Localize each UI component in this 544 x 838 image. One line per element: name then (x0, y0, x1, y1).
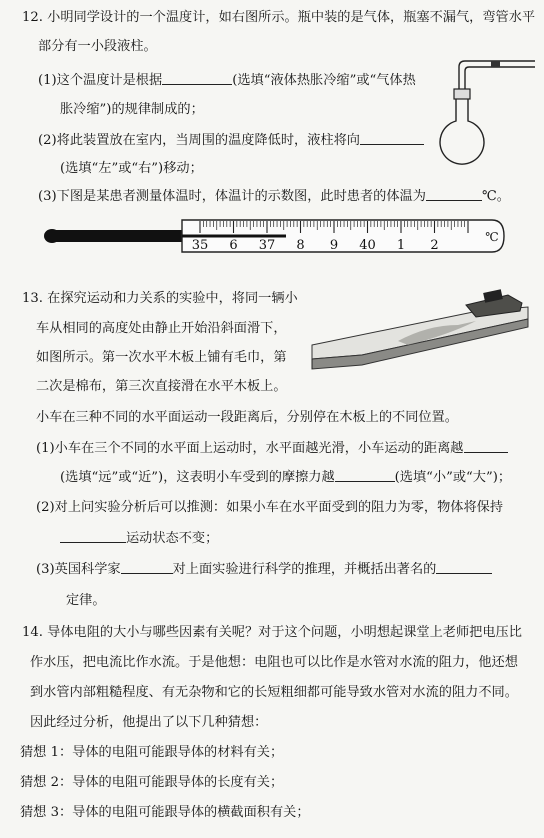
q13-part1-blank2[interactable] (335, 469, 395, 482)
thermometer-scale-label: 9 (329, 238, 339, 253)
thermometer-scale-label: 8 (296, 238, 305, 253)
q13-part1-text-a: (1)小车在三个不同的水平面上运动时，水平面越光滑，小车运动的距离越 (36, 441, 464, 456)
q13-part1-cont (60, 469, 511, 487)
q13-part3-cont: 定律。 (66, 593, 106, 608)
q14-guess2: 猜想 2：导体的电阻可能跟导体的长度有关； (20, 775, 284, 790)
q13-stem-line4: 二次是棉布，第三次直接滑在水平木板上。 (36, 379, 287, 394)
q13-stem-line5: 小车在三种不同的水平面运动一段距离后，分别停在木板上的不同位置。 (36, 410, 458, 425)
q13-part1-text-c: (选填“小”或“大”)； (394, 470, 512, 485)
q12-part2-cont: (选填“左”或“右”)移动； (60, 161, 203, 176)
bottle-stopper (454, 89, 470, 99)
q13-part3-text-b: 对上面实验进行科学的推理，并概括出著名的 (172, 562, 437, 577)
q13-stem-line2: 车从相同的高度处由静止开始沿斜面滑下， (36, 321, 287, 336)
q12-stem-line2: 部分有一小段液柱。 (38, 39, 157, 54)
q12-part1-blank[interactable] (162, 72, 232, 85)
q13-part1 (36, 440, 508, 458)
q12-part1 (38, 72, 416, 90)
q12-stem-line1: 12. 小明同学设计的一个温度计，如右图所示。瓶中装的是气体，瓶塞不漏气，弯管水平 (22, 10, 536, 25)
q13-part2-cont (60, 530, 218, 548)
q14-guess3: 猜想 3：导体的电阻可能跟导体的横截面积有关； (20, 805, 310, 820)
q13-part3-blank1[interactable] (121, 561, 173, 574)
thermometer-scale-label: 35 (191, 238, 209, 253)
q13-part1-text-b: (选填“远”或“近”)，这表明小车受到的摩擦力越 (60, 470, 335, 485)
thermometer-unit-label: ℃ (485, 230, 499, 244)
q13-part2-blank[interactable] (60, 530, 126, 543)
q14-stem-line2: 作水压，把电流比作水流。于是他想：电阻也可以比作是水管对水流的阻力，他还想 (30, 655, 518, 670)
thermometer-scale-label: 6 (229, 238, 238, 253)
liquid-column (491, 61, 500, 67)
thermometer-scale-label: 2 (430, 238, 439, 253)
q12-part1-text-b: (选填“液体热胀冷缩”或“气体热 (232, 73, 416, 88)
clinical-thermometer (42, 214, 512, 258)
q13-stem-line1: 13. 在探究运动和力关系的实验中，将同一辆小 (22, 291, 298, 306)
q12-part3-text-a: (3)下图是某患者测量体温时，体温计的示数图，此时患者的体温为 (38, 189, 426, 204)
q14-stem-line4: 因此经过分析，他提出了以下几种猜想： (30, 715, 268, 730)
q13-part3-text-a: (3)英国科学家 (36, 562, 121, 577)
flask-thermometer-figure (425, 55, 537, 180)
q14-stem-line3: 到水管内部粗糙程度、有无杂物和它的长短粗细都可能导致水管对水流的阻力不同。 (30, 685, 518, 700)
thermometer-scale-label: 40 (359, 238, 376, 253)
incline-board-figure (308, 285, 530, 377)
q12-part2 (38, 132, 424, 150)
q13-part2: (2)对上问实验分析后可以推测：如果小车在水平面受到的阻力为零，物体将保持 (36, 500, 504, 515)
q13-stem-line3: 如图所示。第一次水平木板上铺有毛巾，第 (36, 350, 287, 365)
q13-part3-blank2[interactable] (436, 561, 492, 574)
q12-part2-text-a: (2)将此装置放在室内，当周围的温度降低时，液柱将向 (38, 133, 360, 148)
q12-part3 (38, 188, 510, 206)
q13-part1-blank1[interactable] (464, 440, 508, 453)
q14-guess1: 猜想 1：导体的电阻可能跟导体的材料有关； (20, 745, 284, 760)
q12-part1-cont: 胀冷缩”)的规律制成的； (60, 102, 204, 117)
thermometer-scale-label: 37 (258, 238, 276, 253)
q12-part2-blank[interactable] (360, 132, 424, 145)
q14-stem-line1: 14. 导体电阻的大小与哪些因素有关呢？对于这个问题，小明想起课堂上老师把电压比 (22, 625, 522, 640)
q12-part3-text-b: ℃。 (481, 189, 510, 204)
q12-part1-text-a: (1)这个温度计是根据 (38, 73, 163, 88)
q13-part2-text-b: 运动状态不变； (126, 531, 219, 546)
flask (440, 99, 484, 164)
q12-part3-blank[interactable] (426, 188, 482, 201)
thermometer-scale-label: 1 (396, 238, 406, 253)
q13-part3 (36, 561, 492, 579)
